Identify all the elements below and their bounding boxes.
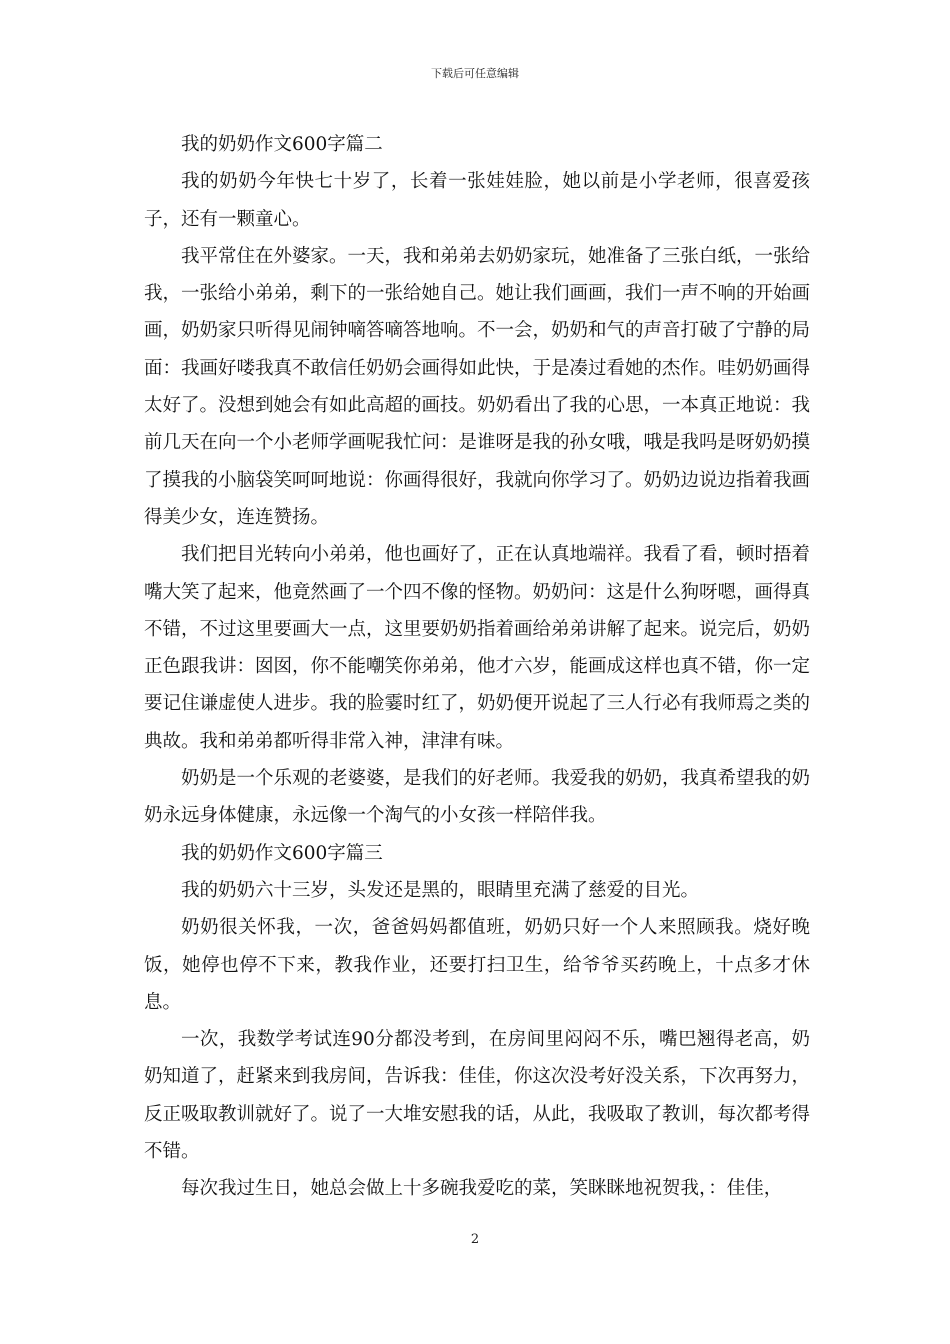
page-header: 下载后可任意编辑 (431, 67, 519, 80)
paragraph: 一次，我数学考试连90分都没考到，在房间里闷闷不乐，嘴巴翘得老高，奶奶知道了，赶紧来到我房间，告诉我：佳佳，你这次没考好没关系，下次再努力，反正吸取教训就好了。说了一大堆安慰我的话，从此，我吸取了教训，每次都考得不错。 (144, 1029, 811, 1163)
paragraph: 我平常住在外婆家。一天，我和弟弟去奶奶家玩，她准备了三张白纸，一张给我，一张给小弟弟，剩下的一张给她自己。她让我们画画，我们一声不响的开始画画，奶奶家只听得见闹钟嘀答嘀答地响。不一会，奶奶和气的声音打破了宁静的局面：我画好喽我真不敢信任奶奶会画得如此快，于是凑过看她的杰作。哇奶奶画得太好了。没想到她会有如此高超的画技。奶奶看出了我的心思，一本真正地说：我前几天在向一个小老师学画呢我忙问：是谁呀是我的孙女哦，哦是我吗是呀奶奶摸了摸我的小脑袋笑呵呵地说：你画得很好，我就向你学习了。奶奶边说边指着我画得美少女，连连赞扬。 (144, 245, 811, 528)
section-heading: 我的奶奶作文600字篇二 (181, 134, 383, 155)
paragraph: 我的奶奶今年快七十岁了，长着一张娃娃脸，她以前是小学老师，很喜爱孩子，还有一颗童心。 (144, 171, 810, 230)
paragraph: 奶奶很关怀我，一次，爸爸妈妈都值班，奶奶只好一个人来照顾我。烧好晚饭，她停也停不下来，教我作业，还要打扫卫生，给爷爷买药晚上，十点多才休息。 (144, 917, 810, 1013)
section-heading: 我的奶奶作文600字篇三 (181, 842, 383, 864)
paragraph: 奶奶是一个乐观的老婆婆，是我们的好老师。我爱我的奶奶，我真希望我的奶奶永远身体健康，永远像一个淘气的小女孩一样陪伴我。 (144, 768, 811, 827)
document-body (144, 126, 810, 1208)
page-number: 2 (470, 1232, 480, 1247)
paragraph: 我们把目光转向小弟弟，他也画好了，正在认真地端祥。我看了看，顿时捂着嘴大笑了起来，他竟然画了一个四不像的怪物。奶奶问：这是什么狗呀嗯，画得真不错，不过这里要画大一点，这里要奶奶指着画给弟弟讲解了起来。说完后，奶奶正色跟我讲：囡囡，你不能嘲笑你弟弟，他才六岁，能画成这样也真不错，你一定要记住谦虚使人进步。我的脸霎时红了，奶奶便开说起了三人行必有我师焉之类的典故。我和弟弟都听得非常入神，津津有味。 (144, 544, 811, 752)
paragraph: 每次我过生日，她总会做上十多碗我爱吃的菜，笑眯眯地祝贺我，：佳佳， (181, 1178, 783, 1200)
paragraph: 我的奶奶六十三岁，头发还是黑的，眼睛里充满了慈爱的目光。 (181, 879, 700, 901)
